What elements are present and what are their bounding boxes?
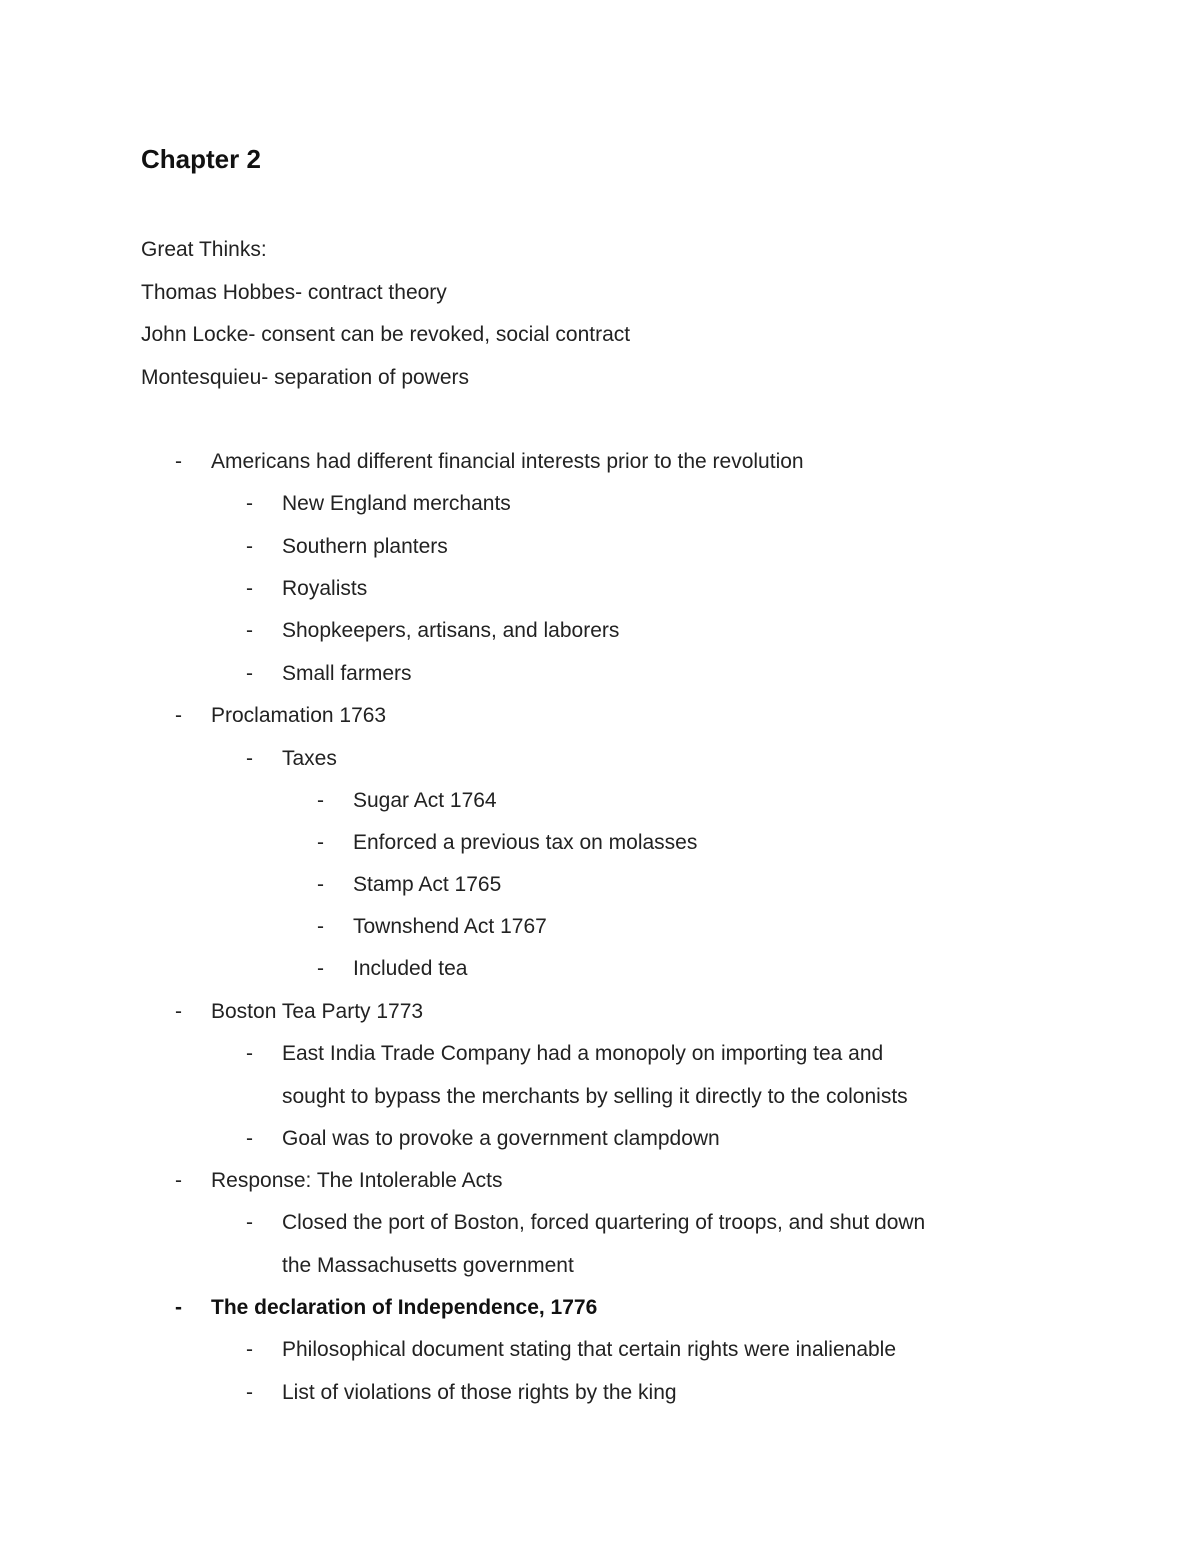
list-item-text: East India Trade Company had a monopoly on importing tea and — [282, 1042, 884, 1065]
list-item-text: List of violations of those rights by the king — [282, 1381, 677, 1404]
list-item-text: Americans had different financial interests prior to the revolution — [211, 450, 804, 473]
list-item-text: sought to bypass the merchants by selling it directly to the colonists — [282, 1085, 908, 1108]
list-item-text: Proclamation 1763 — [211, 704, 387, 727]
list-item-text: Small farmers — [282, 662, 412, 685]
bullet-dash: - — [175, 450, 182, 473]
list-item-text: Royalists — [282, 577, 368, 600]
list-item-text: Response: The Intolerable Acts — [211, 1169, 503, 1192]
list-item-text: Philosophical document stating that certain rights were inalienable — [282, 1338, 897, 1361]
list-item-text: the Massachusetts government — [282, 1254, 574, 1277]
list-item-text: Shopkeepers, artisans, and laborers — [282, 619, 620, 642]
bullet-dash: - — [317, 831, 324, 854]
list-item-text: Included tea — [353, 957, 468, 980]
page-title: Chapter 2 — [141, 144, 261, 174]
bullet-dash: - — [246, 747, 253, 770]
bullet-dash: - — [246, 662, 253, 685]
bullet-dash: - — [246, 619, 253, 642]
list-item-text: New England merchants — [282, 492, 511, 515]
bullet-dash: - — [246, 1042, 253, 1065]
bullet-dash: - — [246, 1381, 253, 1404]
list-item-text: The declaration of Independence, 1776 — [211, 1296, 598, 1319]
intro-line: Great Thinks: — [141, 238, 267, 261]
bullet-dash: - — [246, 577, 253, 600]
bullet-dash: - — [317, 915, 324, 938]
list-item-text: Goal was to provoke a government clampdown — [282, 1127, 720, 1150]
bullet-dash: - — [246, 492, 253, 515]
list-item-text: Enforced a previous tax on molasses — [353, 831, 698, 854]
bullet-dash: - — [175, 1169, 182, 1192]
bullet-dash: - — [317, 957, 324, 980]
bullet-dash: - — [246, 1127, 253, 1150]
list-item-text: Stamp Act 1765 — [353, 873, 502, 896]
intro-line: Montesquieu- separation of powers — [141, 366, 470, 389]
list-item-text: Sugar Act 1764 — [353, 789, 497, 812]
intro-line: John Locke- consent can be revoked, social contract — [141, 323, 631, 346]
bullet-dash: - — [175, 1296, 182, 1319]
list-item-text: Boston Tea Party 1773 — [211, 1000, 424, 1023]
bullet-dash: - — [317, 789, 324, 812]
bullet-dash: - — [175, 1000, 182, 1023]
list-item-text: Closed the port of Boston, forced quartering of troops, and shut down — [282, 1211, 926, 1234]
intro-line: Thomas Hobbes- contract theory — [141, 281, 447, 304]
list-item-text: Townshend Act 1767 — [353, 915, 547, 938]
list-item-text: Taxes — [282, 747, 337, 770]
list-item-text: Southern planters — [282, 535, 448, 558]
bullet-dash: - — [317, 873, 324, 896]
bullet-dash: - — [175, 704, 182, 727]
bullet-dash: - — [246, 535, 253, 558]
bullet-dash: - — [246, 1338, 253, 1361]
bullet-dash: - — [246, 1211, 253, 1234]
